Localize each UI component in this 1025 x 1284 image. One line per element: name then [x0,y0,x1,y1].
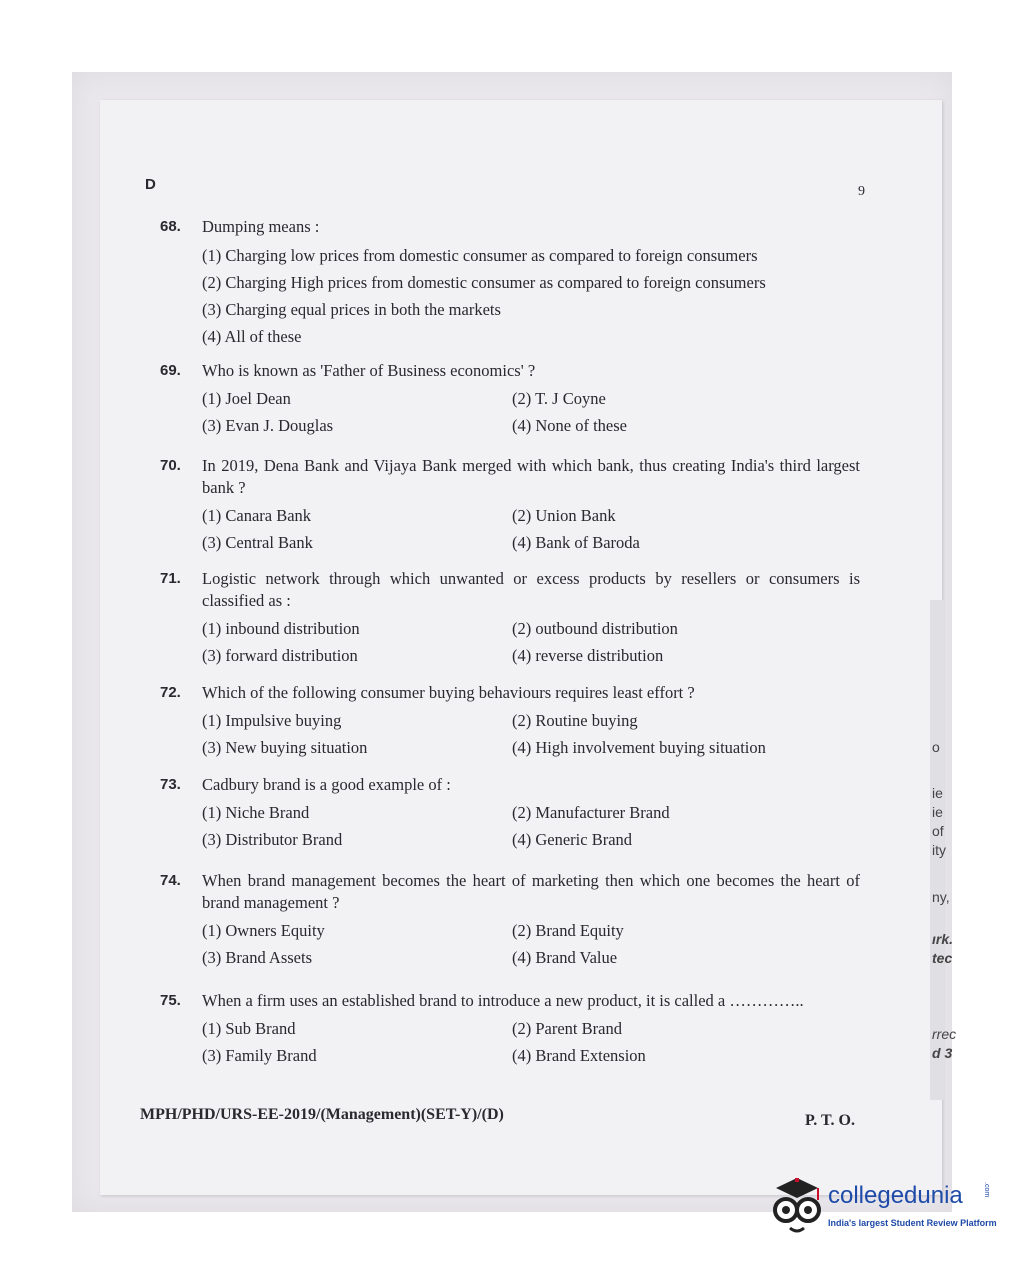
question-number: 70. [160,457,181,474]
option: (4) All of these [202,327,302,346]
option: (4) Brand Extension [512,1046,646,1065]
option: (4) High involvement buying situation [512,738,766,757]
page-number: 9 [858,184,865,199]
option: (1) Canara Bank [202,506,312,525]
options-grid [202,920,860,969]
option: (3) Central Bank [202,533,313,552]
watermark-tagline: India's largest Student Review Platform [828,1218,997,1228]
question-number: 72. [160,684,181,701]
watermark-brand: collegedunia [828,1182,963,1209]
options-grid [202,802,860,851]
question-text: When brand management becomes the heart of marketing then which one becomes the heart of brand management ? [202,871,860,912]
option: (4) reverse distribution [512,646,664,665]
bleed-text: ity [932,842,946,858]
bleed-text: ie [932,785,943,801]
options-grid [202,618,860,667]
option: (3) Charging equal prices in both the markets [202,300,501,319]
question-68 [160,216,860,350]
question-text: Which of the following consumer buying behaviours requires least effort ? [202,683,695,702]
options-grid [202,710,860,759]
bleed-text: ny, [932,889,950,905]
question-number: 69. [160,362,181,379]
option: (2) T. J Coyne [512,389,606,408]
option: (1) Niche Brand [202,803,310,822]
option: (2) Brand Equity [512,921,624,940]
option: (3) Evan J. Douglas [202,416,334,435]
owl-logo-icon [768,1176,826,1240]
option: (2) Union Bank [512,506,616,525]
bleed-text: of [932,823,944,839]
question-70 [160,455,860,554]
question-number: 75. [160,992,181,1009]
option: (1) Impulsive buying [202,711,342,730]
option: (4) Brand Value [512,948,618,967]
question-69 [160,360,860,437]
question-text: Cadbury brand is a good example of : [202,775,451,794]
question-73 [160,774,860,851]
options-grid [202,388,860,437]
bleed-text: tec [932,950,953,966]
paper-code: MPH/PHD/URS-EE-2019/(Management)(SET-Y)/(D) [140,1106,504,1123]
question-72 [160,682,860,759]
watermark-suffix: .com [983,1182,990,1198]
bleed-text: ie [932,804,943,820]
option: (4) Bank of Baroda [512,533,640,552]
option: (2) outbound distribution [512,619,678,638]
bleed-text: o [932,739,940,755]
question-text: Logistic network through which unwanted or excess products by resellers or consumers is classified as : [202,569,860,610]
option: (2) Parent Brand [512,1019,622,1038]
pto-label: P. T. O. [805,1112,855,1129]
question-number: 68. [160,218,181,235]
option: (3) Distributor Brand [202,830,343,849]
question-75 [160,990,860,1067]
set-code: D [145,176,156,193]
options-list [202,242,860,350]
option: (2) Routine buying [512,711,638,730]
option: (3) forward distribution [202,646,358,665]
option: (4) Generic Brand [512,830,633,849]
option: (4) None of these [512,416,628,435]
question-text: In 2019, Dena Bank and Vijaya Bank merged with which bank, thus creating India's third largest bank ? [202,456,860,497]
options-grid [202,1018,860,1067]
options-grid [202,505,860,554]
bleed-text: d 3 [932,1045,953,1061]
option: (1) Owners Equity [202,921,325,940]
option: (2) Manufacturer Brand [512,803,670,822]
question-number: 73. [160,776,181,793]
question-74 [160,870,860,969]
option: (1) inbound distribution [202,619,360,638]
option: (3) New buying situation [202,738,368,757]
option: (3) Brand Assets [202,948,312,967]
option: (1) Charging low prices from domestic consumer as compared to foreign consumers [202,246,758,265]
question-text: When a firm uses an established brand to introduce a new product, it is called a ………….. [202,991,804,1010]
question-71 [160,568,860,667]
question-text: Dumping means : [202,217,320,236]
option: (1) Joel Dean [202,389,291,408]
collegedunia-watermark [768,1176,998,1246]
question-number: 71. [160,570,181,587]
question-number: 74. [160,872,181,889]
option: (2) Charging High prices from domestic consumer as compared to foreign consumers [202,273,766,292]
bleed-text: ırk. [932,931,954,947]
question-text: Who is known as 'Father of Business economics' ? [202,361,536,380]
option: (3) Family Brand [202,1046,317,1065]
option: (1) Sub Brand [202,1019,296,1038]
bleed-text: rrec [932,1026,957,1042]
